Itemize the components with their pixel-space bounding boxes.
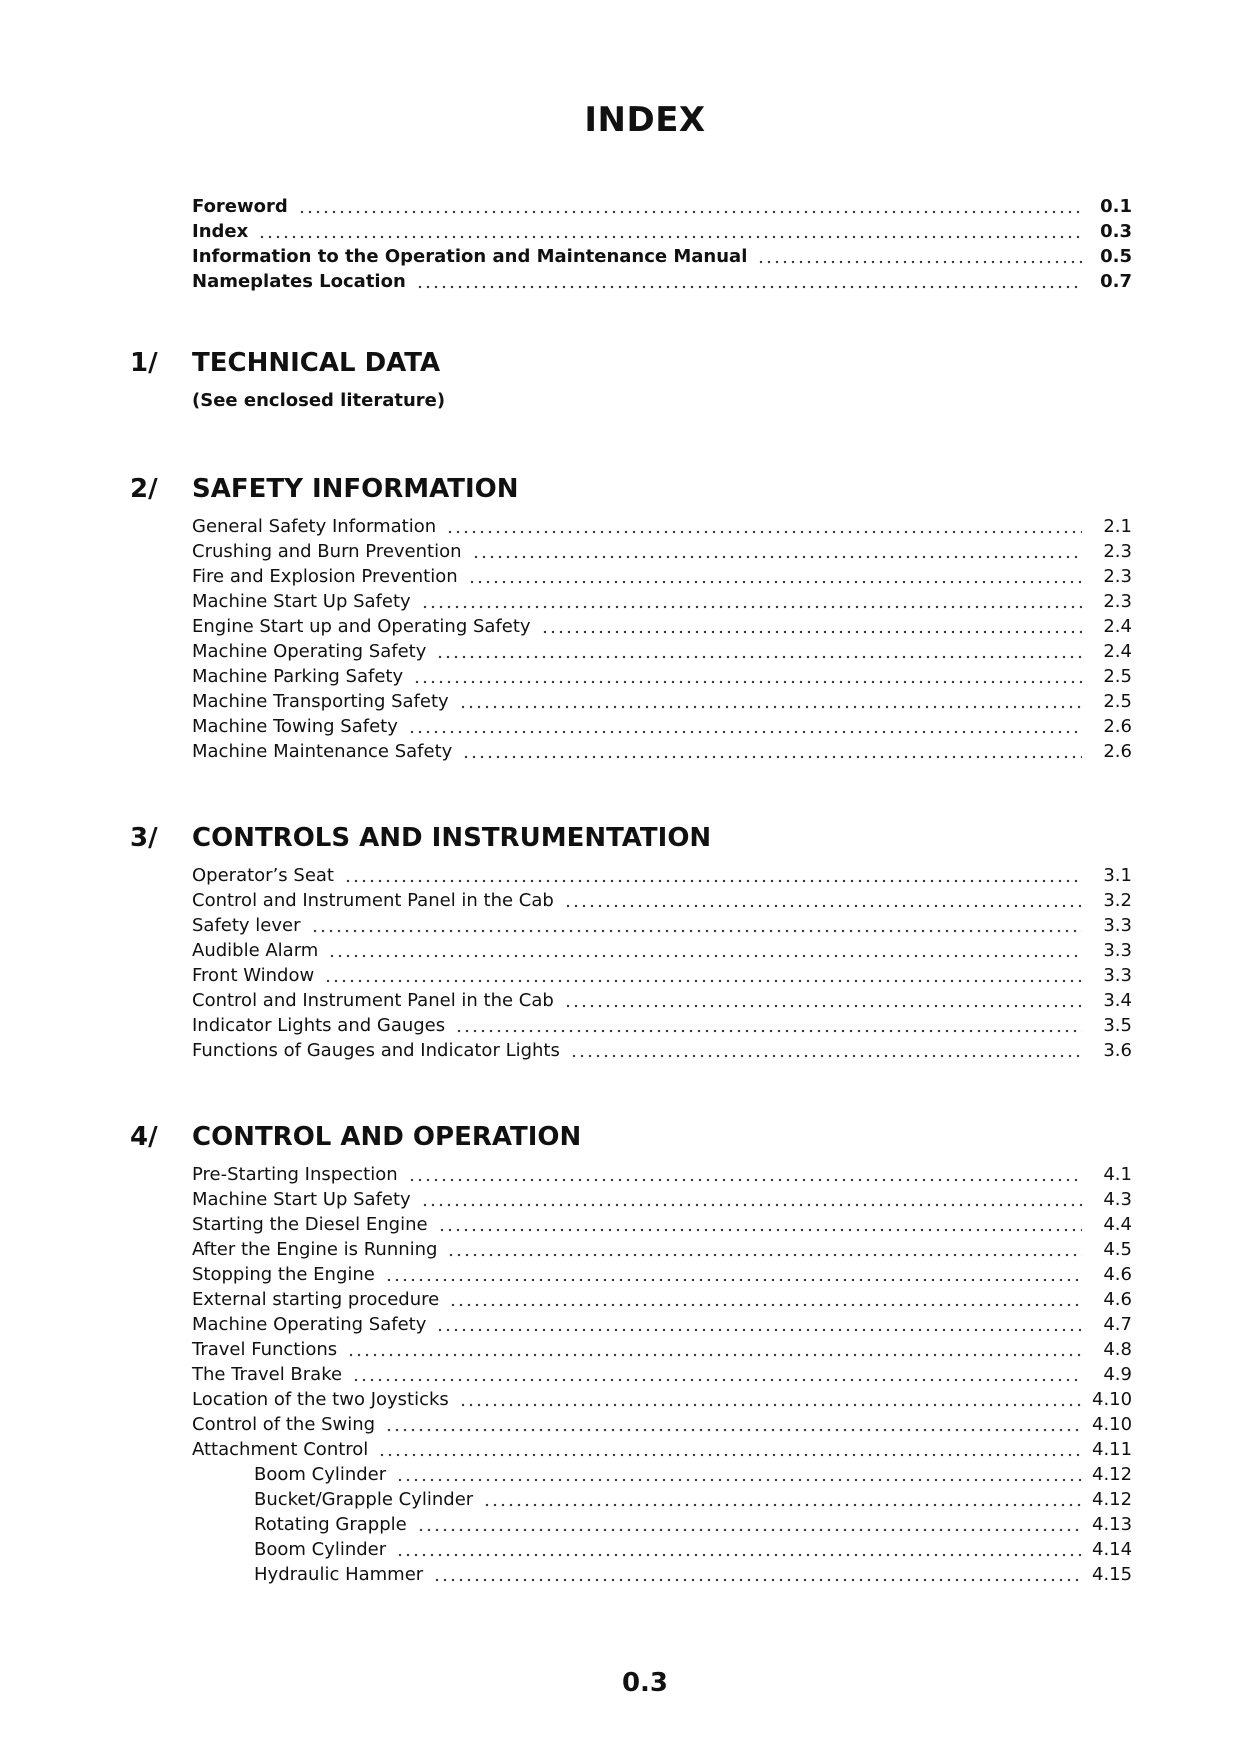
section-title: SAFETY INFORMATION: [192, 474, 519, 504]
entry-page: 2.5: [1103, 691, 1132, 712]
entry-label: After the Engine is Running: [192, 1239, 438, 1260]
dot-leader: [436, 654, 1082, 660]
entry-page: 3.3: [1103, 965, 1132, 986]
entry-label: Functions of Gauges and Indicator Lights: [192, 1040, 560, 1061]
toc-entry: [192, 1387, 1132, 1412]
entry-page: 4.10: [1092, 1389, 1133, 1410]
entry-label: Machine Parking Safety: [192, 666, 404, 687]
entry-label: Pre-Starting Inspection: [192, 1164, 398, 1185]
dot-leader: [436, 1327, 1082, 1333]
dot-leader: [483, 1502, 1082, 1508]
dot-leader: [396, 1477, 1082, 1483]
dot-leader: [352, 1377, 1082, 1383]
dot-leader: [421, 604, 1082, 610]
entry-label: Index: [192, 221, 249, 242]
entry-page: 3.2: [1103, 890, 1132, 911]
toc-entry: [192, 963, 1132, 988]
dot-leader: [757, 259, 1082, 265]
entry-label: Boom Cylinder: [254, 1464, 387, 1485]
entry-page: 2.3: [1103, 591, 1132, 612]
entry-label: Safety lever: [192, 915, 301, 936]
entry-page: 2.5: [1103, 666, 1132, 687]
toc-entry: [192, 564, 1132, 589]
toc-entry: [192, 1562, 1132, 1587]
entry-label: Boom Cylinder: [254, 1539, 387, 1560]
dot-leader: [298, 209, 1082, 215]
dot-leader: [347, 1352, 1082, 1358]
entry-label: Audible Alarm: [192, 940, 319, 961]
section-note: (See enclosed literature): [192, 390, 446, 411]
toc-entry: [192, 514, 1132, 539]
entry-page: 4.11: [1092, 1439, 1133, 1460]
entry-label: Control and Instrument Panel in the Cab: [192, 990, 554, 1011]
entry-page: 4.13: [1092, 1514, 1133, 1535]
dot-leader: [459, 704, 1082, 710]
entry-label: Control and Instrument Panel in the Cab: [192, 890, 554, 911]
toc-entry: [192, 988, 1132, 1013]
entry-label: Machine Start Up Safety: [192, 591, 411, 612]
toc-entry: [192, 639, 1132, 664]
toc-entry: [192, 1162, 1132, 1187]
section-number: 2/: [130, 474, 158, 504]
toc-entry: [192, 913, 1132, 938]
toc-entry: [192, 1537, 1132, 1562]
entry-label: Machine Towing Safety: [192, 716, 398, 737]
entry-label: Attachment Control: [192, 1439, 369, 1460]
entry-page: 0.1: [1100, 196, 1132, 217]
dot-leader: [564, 903, 1082, 909]
dot-leader: [408, 729, 1082, 735]
entry-page: 4.4: [1103, 1214, 1132, 1235]
toc-entry: [192, 1412, 1132, 1437]
toc-entry: [192, 1038, 1132, 1063]
toc-entry: [192, 539, 1132, 564]
entry-page: 2.1: [1103, 516, 1132, 537]
entry-label: The Travel Brake: [192, 1364, 343, 1385]
entry-label: Indicator Lights and Gauges: [192, 1015, 446, 1036]
toc-entry: [192, 888, 1132, 913]
entry-label: Foreword: [192, 196, 288, 217]
dot-leader: [344, 878, 1082, 884]
entry-label: Travel Functions: [192, 1339, 338, 1360]
entry-page: 2.3: [1103, 566, 1132, 587]
toc-entry: [192, 1487, 1132, 1512]
front-matter-list: [192, 194, 1132, 294]
entry-label: Starting the Diesel Engine: [192, 1214, 428, 1235]
toc-entry: [192, 714, 1132, 739]
entry-page: 4.6: [1103, 1264, 1132, 1285]
entry-label: Control of the Swing: [192, 1414, 376, 1435]
entry-page: 3.5: [1103, 1015, 1132, 1036]
dot-leader: [258, 234, 1082, 240]
dot-leader: [311, 928, 1082, 934]
dot-leader: [468, 579, 1082, 585]
toc-entry: [192, 614, 1132, 639]
dot-leader: [541, 629, 1082, 635]
entry-page: 3.3: [1103, 940, 1132, 961]
toc-entry: [192, 269, 1132, 294]
entry-page: 3.3: [1103, 915, 1132, 936]
toc-entry: [192, 1212, 1132, 1237]
toc-entry: [192, 739, 1132, 764]
toc-entry: [192, 1512, 1132, 1537]
toc-entry: [192, 938, 1132, 963]
entry-page: 0.5: [1100, 246, 1132, 267]
entry-label: External starting procedure: [192, 1289, 440, 1310]
section-heading: [130, 823, 1132, 863]
dot-leader: [459, 1402, 1082, 1408]
page-title: INDEX: [584, 100, 706, 140]
entry-page: 4.12: [1092, 1489, 1133, 1510]
dot-leader: [433, 1577, 1082, 1583]
entry-page: 0.7: [1100, 271, 1132, 292]
dot-leader: [462, 754, 1082, 760]
dot-leader: [447, 1252, 1082, 1258]
entry-label: Information to the Operation and Maintenance Manual: [192, 246, 748, 267]
entry-page: 2.4: [1103, 641, 1132, 662]
toc-entry: [192, 589, 1132, 614]
section-number: 3/: [130, 823, 158, 853]
entry-label: Machine Start Up Safety: [192, 1189, 411, 1210]
toc-entry: [192, 1262, 1132, 1287]
entry-page: 3.1: [1103, 865, 1132, 886]
dot-leader: [416, 284, 1082, 290]
entry-label: Machine Maintenance Safety: [192, 741, 453, 762]
dot-leader: [324, 978, 1082, 984]
section-control-operation: [130, 1122, 1132, 1587]
section-entries: [192, 1162, 1132, 1587]
dot-leader: [446, 529, 1082, 535]
dot-leader: [455, 1028, 1082, 1034]
dot-leader: [570, 1053, 1082, 1059]
section-number: 1/: [130, 348, 158, 378]
toc-entry: [192, 194, 1132, 219]
toc-entry: [192, 1462, 1132, 1487]
entry-label: Machine Transporting Safety: [192, 691, 449, 712]
entry-label: Bucket/Grapple Cylinder: [254, 1489, 474, 1510]
section-heading: [130, 348, 1132, 388]
entry-page: 4.14: [1092, 1539, 1133, 1560]
dot-leader: [421, 1202, 1082, 1208]
entry-label: Crushing and Burn Prevention: [192, 541, 462, 562]
entry-label: Rotating Grapple: [254, 1514, 407, 1535]
toc-entry: [192, 1287, 1132, 1312]
toc-entry: [192, 1362, 1132, 1387]
entry-label: Machine Operating Safety: [192, 641, 427, 662]
dot-leader: [449, 1302, 1082, 1308]
toc-entry: [192, 219, 1132, 244]
entry-page: 4.8: [1103, 1339, 1132, 1360]
entry-label: Hydraulic Hammer: [254, 1564, 424, 1585]
entry-page: 4.9: [1103, 1364, 1132, 1385]
section-technical-data: [130, 348, 1132, 411]
entry-label: Machine Operating Safety: [192, 1314, 427, 1335]
entry-label: Nameplates Location: [192, 271, 406, 292]
section-heading: [130, 474, 1132, 514]
entry-label: Front Window: [192, 965, 315, 986]
page-number: 0.3: [621, 1668, 669, 1698]
entry-page: 2.4: [1103, 616, 1132, 637]
toc-entry: [192, 689, 1132, 714]
section-heading: [130, 1122, 1132, 1162]
dot-leader: [472, 554, 1082, 560]
entry-page: 4.1: [1103, 1164, 1132, 1185]
entry-page: 2.6: [1103, 716, 1132, 737]
entry-page: 4.3: [1103, 1189, 1132, 1210]
entry-page: 3.4: [1103, 990, 1132, 1011]
section-title: CONTROL AND OPERATION: [192, 1122, 582, 1152]
entry-label: Stopping the Engine: [192, 1264, 375, 1285]
toc-entry: [192, 1237, 1132, 1262]
entry-page: 4.6: [1103, 1289, 1132, 1310]
toc-entry: [192, 1187, 1132, 1212]
dot-leader: [396, 1552, 1082, 1558]
toc-entry: [192, 863, 1132, 888]
section-title: TECHNICAL DATA: [192, 348, 441, 378]
toc-entry: [192, 244, 1132, 269]
section-safety-information: [130, 474, 1132, 764]
entry-page: 4.7: [1103, 1314, 1132, 1335]
entry-page: 2.6: [1103, 741, 1132, 762]
entry-label: General Safety Information: [192, 516, 437, 537]
dot-leader: [385, 1277, 1082, 1283]
dot-leader: [438, 1227, 1082, 1233]
dot-leader: [564, 1003, 1082, 1009]
entry-label: Operator’s Seat: [192, 865, 334, 886]
toc-entry: [192, 664, 1132, 689]
section-title: CONTROLS AND INSTRUMENTATION: [192, 823, 712, 853]
toc-entry: [192, 1013, 1132, 1038]
section-entries: [192, 863, 1132, 1063]
dot-leader: [378, 1452, 1082, 1458]
toc-entry: [192, 1312, 1132, 1337]
section-number: 4/: [130, 1122, 158, 1152]
entry-page: 4.15: [1092, 1564, 1133, 1585]
entry-label: Engine Start up and Operating Safety: [192, 616, 531, 637]
section-controls-instrumentation: [130, 823, 1132, 1063]
entry-page: 4.12: [1092, 1464, 1133, 1485]
entry-page: 4.5: [1103, 1239, 1132, 1260]
dot-leader: [328, 953, 1082, 959]
dot-leader: [413, 679, 1082, 685]
section-entries: [192, 514, 1132, 764]
entry-page: 0.3: [1100, 221, 1132, 242]
entry-label: Fire and Explosion Prevention: [192, 566, 458, 587]
toc-entry: [192, 1337, 1132, 1362]
toc-entry: [192, 1437, 1132, 1462]
entry-page: 2.3: [1103, 541, 1132, 562]
entry-label: Location of the two Joysticks: [192, 1389, 449, 1410]
dot-leader: [408, 1177, 1082, 1183]
dot-leader: [385, 1427, 1082, 1433]
dot-leader: [417, 1527, 1082, 1533]
entry-page: 3.6: [1103, 1040, 1132, 1061]
entry-page: 4.10: [1092, 1414, 1133, 1435]
